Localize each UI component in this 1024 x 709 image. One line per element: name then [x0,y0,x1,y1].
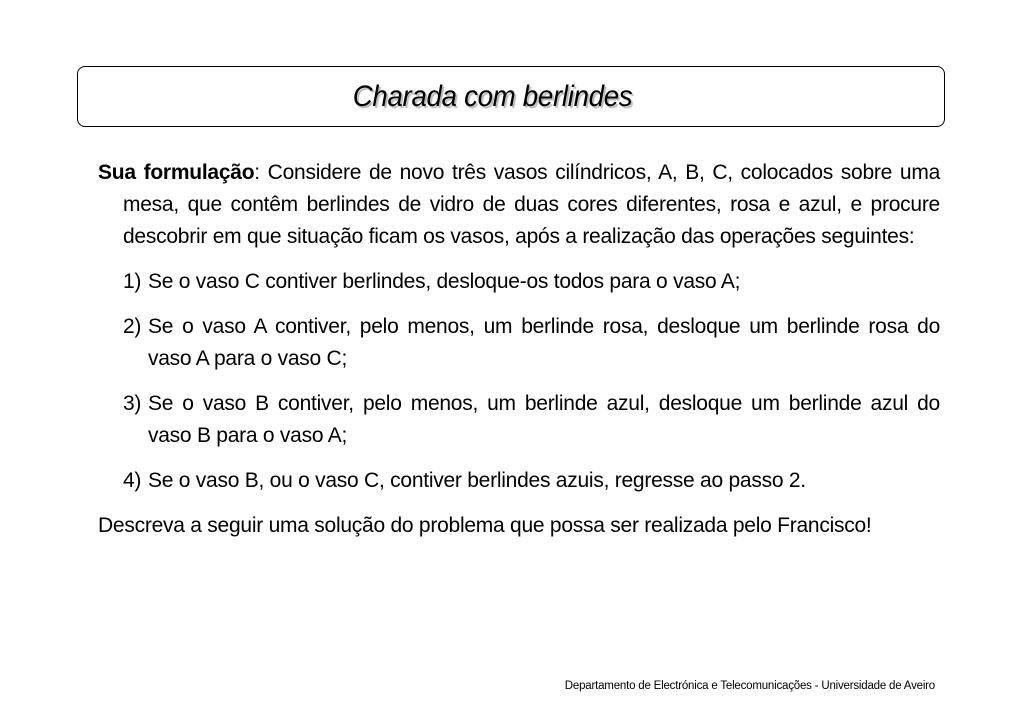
step-text: Se o vaso A contiver, pelo menos, um berlinde rosa, desloque um berlinde rosa do vaso A para o vaso C; [148,315,940,370]
step-text: Se o vaso B contiver, pelo menos, um berlinde azul, desloque um berlinde azul do vaso B para o vaso A; [148,392,940,447]
intro-label: Sua formulação [98,161,255,184]
step-number: 2) [123,315,142,338]
step-item [123,388,940,452]
intro-text: : Considere de novo três vasos cilíndricos, A, B, C, colocados sobre uma mesa, que contêm berlindes de vidro de duas cores diferentes, rosa e azul, e procure descobrir em que situação ficam os vasos, após a realização das operações seguintes: [123,161,941,248]
step-number: 1) [123,270,142,293]
step-item [123,266,940,298]
slide-title: Charada com berlindes [352,79,633,113]
step-item [123,311,940,375]
title-box [77,66,945,127]
step-number: 4) [123,469,142,492]
steps-list [98,266,940,497]
step-item [123,465,940,497]
step-number: 3) [123,392,142,415]
closing-paragraph: Descreva a seguir uma solução do problema que possa ser realizada pelo Francisco! [98,514,872,537]
slide-content [98,157,940,542]
step-text: Se o vaso C contiver berlindes, desloque-os todos para o vaso A; [148,270,741,293]
intro-paragraph [98,157,940,253]
footer-text: Departamento de Electrónica e Telecomunicações - Universidade de Aveiro [564,680,935,692]
step-text: Se o vaso B, ou o vaso C, contiver berlindes azuis, regresse ao passo 2. [148,469,806,492]
